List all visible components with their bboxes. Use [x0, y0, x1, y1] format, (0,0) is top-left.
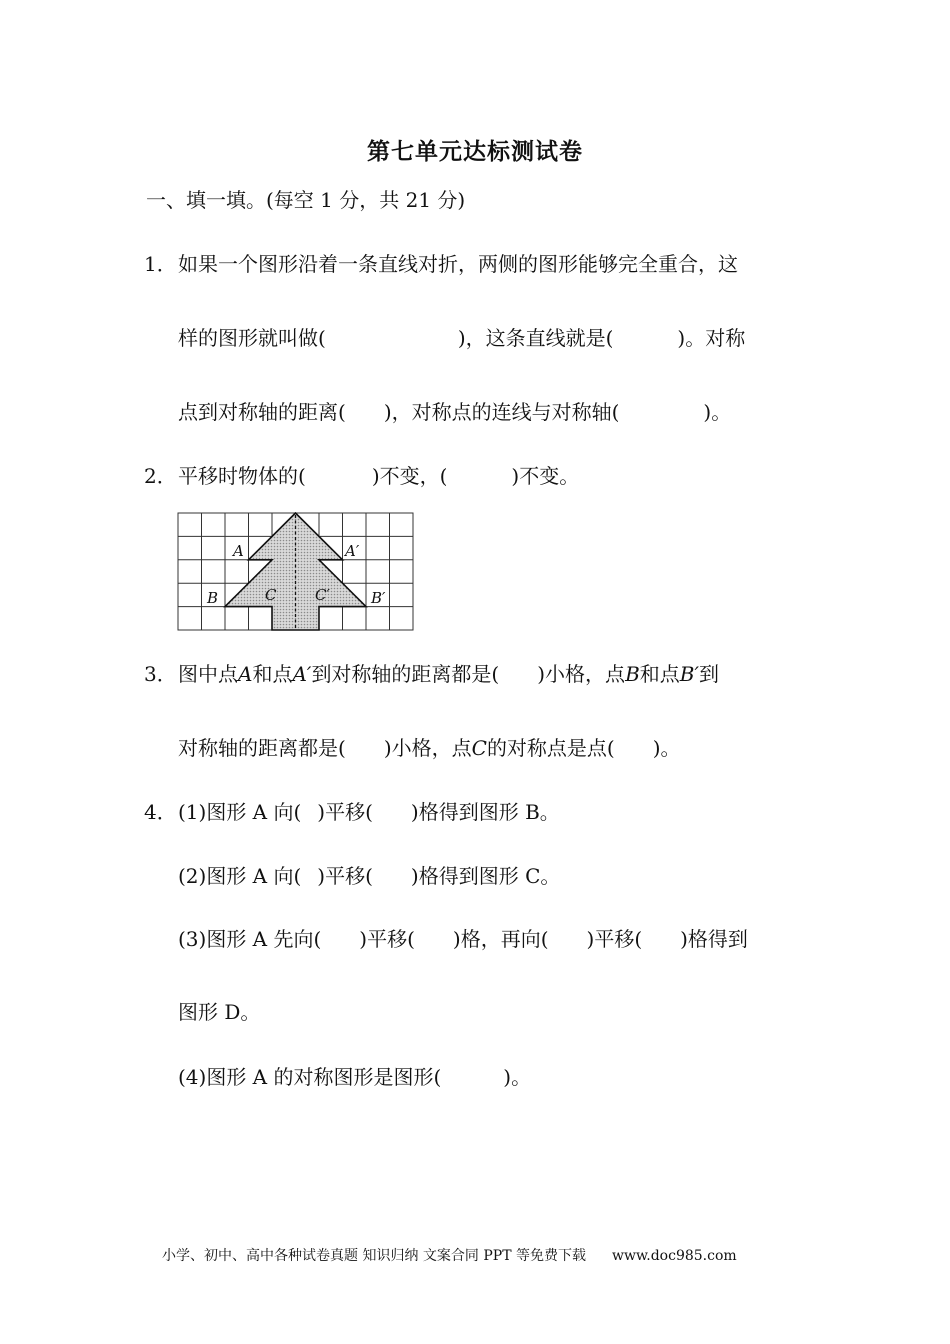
- label-b-prime: B′: [371, 589, 386, 607]
- question-1-line-2: 样的图形就叫做( )，这条直线就是( )。对称: [178, 326, 746, 350]
- question-2-number: 2．: [144, 464, 177, 488]
- question-4-part-3: (3)图形 A 先向( )平移( )格，再向( )平移( )格得到: [178, 927, 748, 951]
- label-b: B: [207, 589, 219, 607]
- footer-text: 小学、初中、高中各种试卷真题 知识归纳 文案合同 PPT 等免费下载: [162, 1248, 586, 1264]
- question-3-number: 3．: [144, 662, 177, 686]
- page-title: 第七单元达标测试卷: [367, 139, 583, 165]
- label-a-prime: A′: [345, 542, 360, 560]
- footer: [162, 1245, 737, 1265]
- section-heading: 一、填一填。(每空 1 分，共 21 分): [146, 188, 466, 212]
- question-4-part-3-cont: 图形 D。: [178, 1000, 261, 1024]
- question-4-part-4: (4)图形 A 的对称图形是图形( )。: [178, 1065, 532, 1089]
- label-a: A: [233, 542, 244, 560]
- question-1-line-3: 点到对称轴的距离( )，对称点的连线与对称轴( )。: [178, 400, 732, 424]
- footer-site-link[interactable]: www.doc985.com: [611, 1248, 737, 1264]
- symmetry-figure: [177, 512, 415, 634]
- question-3-line-2: 对称轴的距离都是( )小格，点C的对称点是点( )。: [178, 736, 681, 760]
- label-c-prime: C′: [315, 586, 330, 604]
- label-c: C: [265, 586, 277, 604]
- question-4-part-1: 4．(1)图形 A 向( )平移( )格得到图形 B。: [144, 800, 560, 824]
- question-1-number: 1．: [144, 252, 177, 276]
- question-4-number: 4．: [144, 800, 177, 824]
- question-1-line-1: 1．如果一个图形沿着一条直线对折，两侧的图形能够完全重合，这: [144, 252, 738, 276]
- question-4-part-2: (2)图形 A 向( )平移( )格得到图形 C。: [178, 864, 561, 888]
- question-2: 2．平移时物体的( )不变，( )不变。: [144, 464, 580, 488]
- question-3-line-1: 3．图中点A和点A′到对称轴的距离都是( )小格，点B和点B′到: [144, 662, 720, 686]
